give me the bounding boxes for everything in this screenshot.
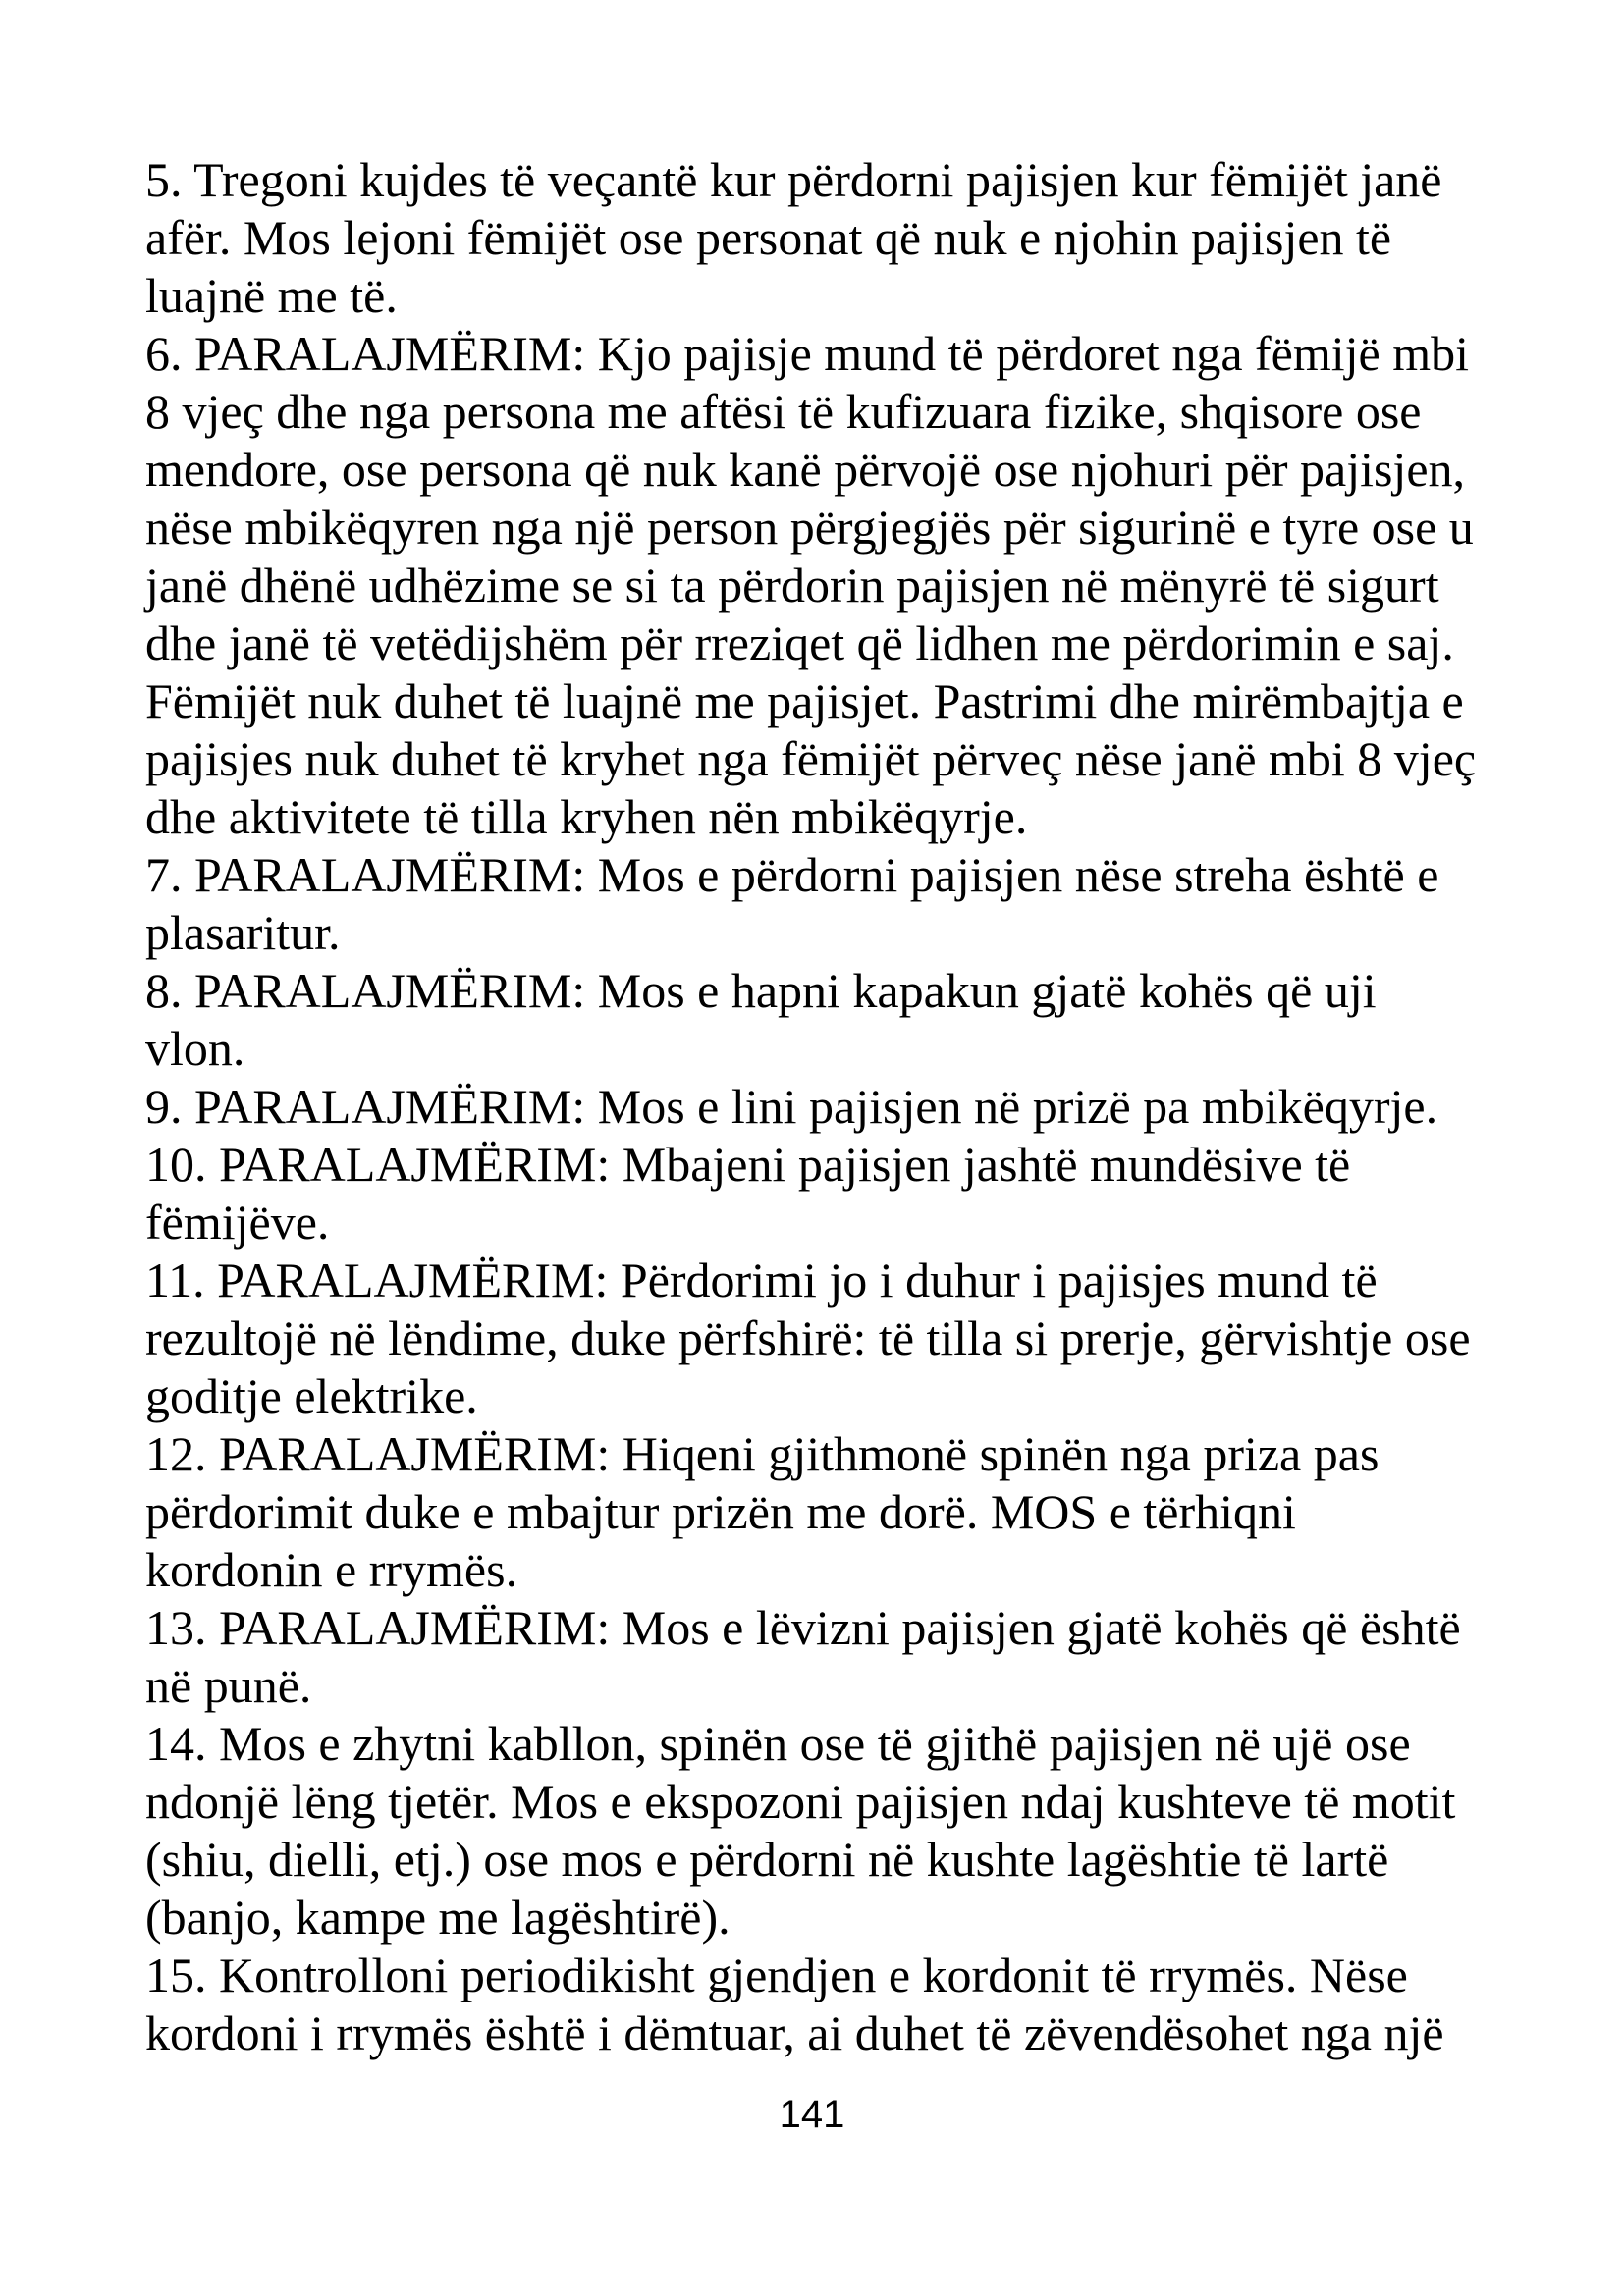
text-line: 8. PARALAJMËRIM: Mos e hapni kapakun gjatë kohës që uji	[145, 963, 1377, 1018]
text-line: 5. Tregoni kujdes të veçantë kur përdorni pajisjen kur fëmijët janë	[145, 152, 1442, 207]
text-line: goditje elektrike.	[145, 1368, 478, 1423]
text-line: dhe janë të vetëdijshëm për rreziqet që lidhen me përdorimin e saj.	[145, 615, 1454, 670]
text-line: 11. PARALAJMËRIM: Përdorimi jo i duhur i pajisjes mund të	[145, 1253, 1378, 1308]
text-line: 14. Mos e zhytni kabllon, spinën ose të gjithë pajisjen në ujë ose	[145, 1716, 1411, 1771]
text-line: 13. PARALAJMËRIM: Mos e lëvizni pajisjen gjatë kohës që është	[145, 1600, 1461, 1655]
text-line: përdorimit duke e mbajtur prizën me dorë. MOS e tërhiqni	[145, 1484, 1296, 1539]
text-line: afër. Mos lejoni fëmijët ose personat që nuk e njohin pajisjen të	[145, 210, 1392, 265]
text-line: kordonin e rrymës.	[145, 1542, 518, 1597]
text-line: 8 vjeç dhe nga persona me aftësi të kufizuara fizike, shqisore ose	[145, 384, 1422, 439]
text-line: fëmijëve.	[145, 1195, 330, 1250]
text-line: ndonjë lëng tjetër. Mos e ekspozoni pajisjen ndaj kushteve të motit	[145, 1774, 1456, 1829]
text-line: 6. PARALAJMËRIM: Kjo pajisje mund të përdoret nga fëmijë mbi	[145, 326, 1469, 381]
text-line: 9. PARALAJMËRIM: Mos e lini pajisjen në prizë pa mbikëqyrje.	[145, 1079, 1438, 1134]
text-line: dhe aktivitete të tilla kryhen nën mbikëqyrje.	[145, 789, 1028, 844]
text-line: vlon.	[145, 1021, 245, 1076]
text-line: 12. PARALAJMËRIM: Hiqeni gjithmonë spinën nga priza pas	[145, 1426, 1380, 1481]
text-line: mendore, ose persona që nuk kanë përvojë ose njohuri për pajisjen,	[145, 442, 1466, 497]
text-line: pajisjes nuk duhet të kryhet nga fëmijët përveç nëse janë mbi 8 vjeç	[145, 731, 1477, 786]
text-line: (shiu, dielli, etj.) ose mos e përdorni në kushte lagështie të lartë	[145, 1832, 1389, 1887]
text-line: 10. PARALAJMËRIM: Mbajeni pajisjen jashtë mundësive të	[145, 1137, 1351, 1192]
text-line: 15. Kontrolloni periodikisht gjendjen e kordonit të rrymës. Nëse	[145, 1948, 1408, 2002]
text-line: nëse mbikëqyren nga një person përgjegjës për sigurinë e tyre ose u	[145, 500, 1474, 555]
text-line: në punë.	[145, 1658, 312, 1713]
text-line: plasaritur.	[145, 905, 341, 960]
text-line: kordoni i rrymës është i dëmtuar, ai duhet të zëvendësohet nga një	[145, 2005, 1444, 2060]
text-line: janë dhënë udhëzime se si ta përdorin pajisjen në mënyrë të sigurt	[145, 558, 1439, 613]
text-line: rezultojë në lëndime, duke përfshirë: të tilla si prerje, gërvishtje ose	[145, 1310, 1471, 1365]
body-text	[145, 151, 1540, 2062]
text-line: 7. PARALAJMËRIM: Mos e përdorni pajisjen nëse streha është e	[145, 847, 1439, 902]
text-line: Fëmijët nuk duhet të luajnë me pajisjet. Pastrimi dhe mirëmbajtja e	[145, 673, 1464, 728]
page-number: 141	[779, 2093, 845, 2136]
text-line: (banjo, kampe me lagështirë).	[145, 1890, 731, 1945]
text-line: luajnë me të.	[145, 268, 398, 323]
